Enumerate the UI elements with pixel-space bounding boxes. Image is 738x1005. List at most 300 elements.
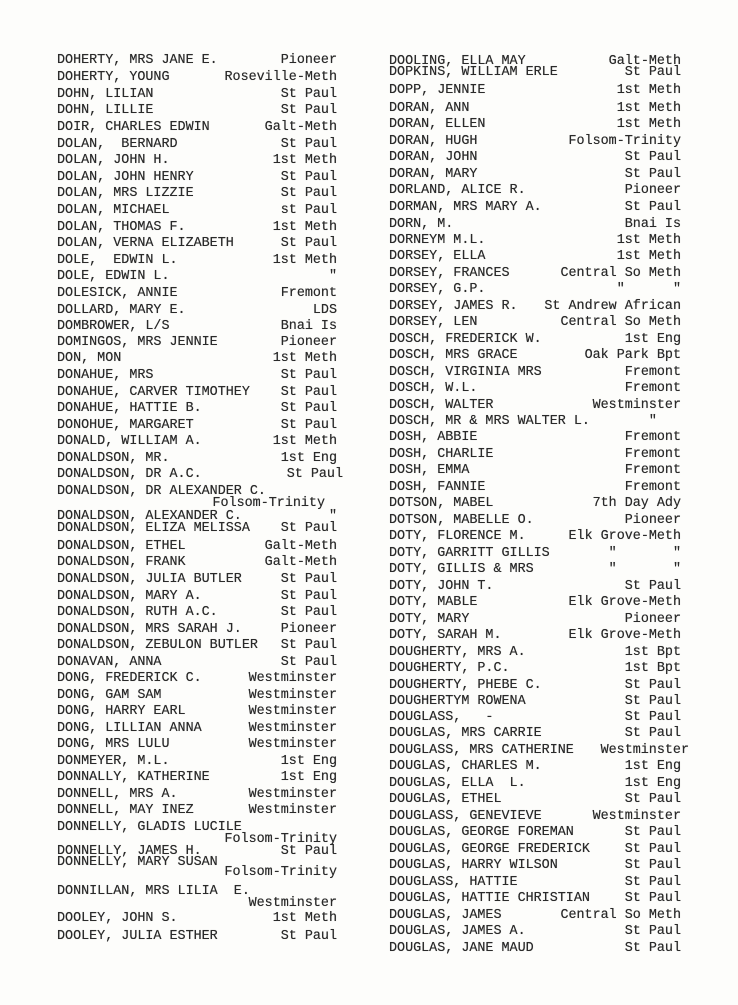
list-entry — [389, 150, 681, 166]
entry-name: DONG, MRS LULU — [57, 737, 170, 752]
entry-church: Fremont — [624, 447, 681, 462]
list-entry — [57, 572, 337, 588]
entry-church: st Paul — [280, 203, 337, 218]
entry-church: 1st Meth — [616, 83, 681, 98]
entry-name: DOUGLASS, GENEVIEVE — [389, 809, 542, 824]
entry-name: DOTY, FLORENCE M. — [389, 529, 526, 544]
list-entry — [57, 236, 337, 252]
entry-name: DONALDSON, MARY A. — [57, 589, 202, 604]
entry-church: Pioneer — [624, 513, 681, 528]
entry-name: DOPP, JENNIE — [389, 83, 486, 98]
entry-name: DORSEY, LEN — [389, 315, 478, 330]
entry-name: DONALDSON, JULIA BUTLER — [57, 572, 242, 587]
entry-church: St Paul — [624, 579, 681, 594]
entry-name: DONNELLY, GLADIS LUCILE — [57, 820, 242, 835]
entry-church: St Paul — [624, 858, 681, 873]
list-entry — [57, 70, 337, 86]
entry-church: Bnai Is — [624, 217, 681, 232]
entry-church: " — [328, 269, 337, 284]
entry-church: 1st Meth — [272, 911, 337, 926]
entry-name: DOOLEY, JOHN S. — [57, 911, 178, 926]
entry-church: St Paul — [624, 842, 681, 857]
entry-church: St Paul — [624, 825, 681, 840]
entry-church: 1st Eng — [280, 770, 337, 785]
entry-church: 1st Meth — [272, 153, 337, 168]
list-entry — [389, 200, 681, 216]
list-entry — [389, 875, 681, 891]
entry-name: DOUGLAS, JAMES — [389, 908, 502, 923]
entry-name: DOSH, FANNIE — [389, 480, 486, 495]
list-entry — [389, 266, 681, 282]
entry-church: Pioneer — [280, 622, 337, 637]
list-entry — [57, 622, 337, 638]
entry-church: Central So Meth — [560, 266, 681, 281]
list-entry — [389, 233, 681, 249]
list-entry — [57, 335, 337, 351]
list-entry — [389, 628, 681, 644]
entry-church: Westminster — [592, 809, 681, 824]
entry-name: DOTY, SARAH M. — [389, 628, 502, 643]
entry-name: DOTSON, MABEL — [389, 496, 494, 511]
entry-name: DONALDSON, MR. — [57, 451, 170, 466]
entry-church: St Paul — [280, 186, 337, 201]
entry-name: DONALDSON, DR A.C. — [57, 467, 202, 482]
entry-church: 1st Meth — [272, 434, 337, 449]
entry-name: DORAN, ELLEN — [389, 117, 486, 132]
list-entry — [389, 941, 681, 957]
list-entry — [57, 368, 337, 384]
list-entry — [57, 521, 337, 537]
list-entry — [57, 539, 337, 555]
list-entry — [389, 579, 681, 595]
list-entry — [57, 434, 337, 450]
entry-church: 1st Eng — [280, 451, 337, 466]
entry-name: DONALDSON, DR ALEXANDER C. — [57, 484, 266, 499]
list-entry — [57, 220, 337, 236]
list-entry — [389, 546, 681, 562]
entry-name: DOTY, JOHN T. — [389, 579, 494, 594]
entry-name: DORSEY, ELLA — [389, 249, 486, 264]
entry-church: 1st Meth — [272, 220, 337, 235]
entry-name: DORLAND, ALICE R. — [389, 183, 526, 198]
entry-name: DOTY, GILLIS & MRS — [389, 562, 534, 577]
list-entry — [57, 555, 337, 571]
list-entry — [57, 704, 337, 720]
entry-church: Galt-Meth — [608, 54, 681, 69]
list-entry — [389, 562, 681, 578]
list-entry — [57, 303, 337, 319]
entry-name: DOUGLAS, GEORGE FREDERICK — [389, 842, 590, 857]
entry-church: Central So Meth — [560, 908, 681, 923]
entry-name: DONNELL, MRS A. — [57, 787, 178, 802]
entry-name: DOHERTY, YOUNG — [57, 70, 170, 85]
entry-name: DOHERTY, MRS JANE E. — [57, 53, 218, 68]
entry-church: Oak Park Bpt — [584, 348, 681, 363]
entry-name: DOSCH, MRS GRACE — [389, 348, 518, 363]
entry-church: Westminster — [248, 688, 337, 703]
entry-church: St Paul — [280, 655, 337, 670]
entry-name: DONG, HARRY EARL — [57, 704, 186, 719]
list-entry — [389, 759, 681, 775]
entry-name: DORSEY, FRANCES — [389, 266, 510, 281]
entry-name: DOLAN, JOHN H. — [57, 153, 170, 168]
list-entry — [57, 351, 337, 367]
entry-church: St Paul — [280, 236, 337, 251]
entry-church: 1st Meth — [616, 249, 681, 264]
entry-church: Bnai Is — [280, 319, 337, 334]
entry-church: St Paul — [280, 589, 337, 604]
entry-church: Fremont — [624, 480, 681, 495]
entry-church: Galt-Meth — [264, 539, 337, 554]
list-entry — [389, 183, 681, 199]
list-entry — [389, 480, 681, 496]
list-entry — [57, 186, 337, 202]
list-entry — [57, 53, 337, 69]
entry-name: DOOLING, ELLA MAY — [389, 54, 526, 69]
list-entry — [389, 825, 681, 841]
list-entry — [57, 605, 337, 621]
list-entry — [57, 467, 343, 483]
entry-church: St Paul — [624, 792, 681, 807]
list-entry — [389, 414, 681, 430]
entry-church: St Paul — [280, 368, 337, 383]
entry-name: DOUGLAS, HARRY WILSON — [389, 858, 558, 873]
entry-church: " " — [608, 562, 681, 577]
list-entry — [389, 678, 681, 694]
entry-church: St Paul — [624, 150, 681, 165]
entry-church: St Paul — [624, 65, 681, 80]
list-entry — [57, 688, 337, 704]
entry-name: DOUGLAS, CHARLES M. — [389, 759, 542, 774]
list-entry — [389, 348, 681, 364]
entry-name: DOHN, LILIAN — [57, 87, 154, 102]
list-entry — [389, 430, 681, 446]
list-entry — [389, 249, 681, 265]
entry-church: Elk Grove-Meth — [568, 628, 681, 643]
entry-church: Pioneer — [624, 612, 681, 627]
entry-name: DONOHUE, MARGARET — [57, 418, 194, 433]
list-entry — [389, 694, 681, 710]
entry-church: St Paul — [280, 103, 337, 118]
entry-name: DOTSON, MABELLE O. — [389, 513, 534, 528]
list-entry — [57, 655, 337, 671]
list-entry — [389, 726, 681, 742]
list-entry — [389, 282, 681, 298]
entry-church: 1st Meth — [272, 253, 337, 268]
entry-church: St Paul — [624, 710, 681, 725]
entry-name: DOUGLASS, MRS CATHERINE — [389, 743, 574, 758]
entry-name: DONNALLY, KATHERINE — [57, 770, 210, 785]
list-entry — [389, 101, 681, 117]
entry-name: DONMEYER, M.L. — [57, 754, 170, 769]
entry-name: DOLLARD, MARY E. — [57, 303, 186, 318]
list-entry — [389, 891, 681, 907]
entry-church: Westminster — [248, 721, 337, 736]
entry-church: Westminster — [248, 737, 337, 752]
entry-name: DOTY, MARY — [389, 612, 470, 627]
entry-church: Pioneer — [624, 183, 681, 198]
entry-name: DORAN, ANN — [389, 101, 470, 116]
list-entry — [389, 842, 681, 858]
entry-name: DOUGLASS, - — [389, 710, 494, 725]
list-entry — [389, 315, 681, 331]
entry-church: Westminster — [592, 398, 681, 413]
entry-name: DOUGHERTYM ROWENA — [389, 694, 526, 709]
entry-church: St Paul — [624, 167, 681, 182]
entry-church: Fremont — [624, 430, 681, 445]
entry-church: Elk Grove-Meth — [568, 529, 681, 544]
entry-name: DOUGLAS, GEORGE FOREMAN — [389, 825, 574, 840]
entry-church: Westminster — [248, 671, 337, 686]
list-entry — [57, 319, 337, 335]
entry-church: St Paul — [280, 572, 337, 587]
entry-church: St Paul — [624, 694, 681, 709]
entry-name: DORSEY, JAMES R. — [389, 299, 518, 314]
list-entry — [389, 463, 681, 479]
list-entry — [57, 451, 337, 467]
entry-name: DOLESICK, ANNIE — [57, 286, 178, 301]
entry-church: " " — [616, 282, 681, 297]
list-entry — [389, 65, 681, 81]
list-entry — [389, 217, 681, 233]
entry-name: DONALDSON, RUTH A.C. — [57, 605, 218, 620]
entry-church: 1st Eng — [280, 754, 337, 769]
list-entry — [57, 269, 337, 285]
entry-name: DOUGHERTY, P.C. — [389, 661, 510, 676]
list-entry — [389, 513, 681, 529]
entry-name: DONNELLY, JAMES H. — [57, 844, 202, 859]
entry-church: Pioneer — [280, 53, 337, 68]
list-entry — [57, 103, 337, 119]
list-entry — [389, 924, 681, 940]
entry-church: St Paul — [624, 941, 681, 956]
list-entry — [389, 167, 681, 183]
entry-name: DOSH, ABBIE — [389, 430, 478, 445]
entry-name: DOLAN, THOMAS F. — [57, 220, 186, 235]
list-entry — [57, 87, 337, 103]
entry-church: St Paul — [280, 137, 337, 152]
list-entry — [57, 737, 337, 753]
list-entry — [389, 645, 681, 661]
entry-name: DOPKINS, WILLIAM ERLE — [389, 65, 558, 80]
entry-church: 1st Bpt — [624, 645, 681, 660]
entry-church: 1st Eng — [624, 776, 681, 791]
entry-name: DOSH, CHARLIE — [389, 447, 494, 462]
list-entry — [57, 253, 337, 269]
entry-church: St Paul — [624, 891, 681, 906]
list-entry — [389, 710, 681, 726]
list-entry — [57, 385, 337, 401]
entry-name: DORAN, MARY — [389, 167, 478, 182]
entry-name: DONALDSON, ZEBULON BUTLER — [57, 638, 258, 653]
list-entry — [57, 884, 337, 911]
entry-church: LDS — [312, 303, 337, 318]
entry-church: 1st Meth — [616, 101, 681, 116]
entry-church: Westminster — [248, 896, 337, 911]
entry-name: DONAHUE, MRS — [57, 368, 154, 383]
entry-name: DORAN, HUGH — [389, 134, 478, 149]
entry-name: DONG, LILLIAN ANNA — [57, 721, 202, 736]
entry-name: DONNILLAN, MRS LILIA E. — [57, 884, 250, 899]
entry-name: DOUGLAS, JAMES A. — [389, 924, 526, 939]
list-entry — [57, 418, 337, 434]
entry-name: DOLAN, MICHAEL — [57, 203, 170, 218]
list-entry — [389, 365, 681, 381]
list-entry — [389, 908, 681, 924]
list-entry — [57, 401, 337, 417]
entry-name: DOUGLASS, HATTIE — [389, 875, 518, 890]
entry-name: DONNELL, MAY INEZ — [57, 803, 194, 818]
entry-church: 1st Meth — [616, 117, 681, 132]
entry-name: DOLAN, JOHN HENRY — [57, 170, 194, 185]
entry-name: DOLAN, BERNARD — [57, 137, 178, 152]
entry-church: St Paul — [624, 678, 681, 693]
entry-name: DONG, FREDERICK C. — [57, 671, 202, 686]
entry-church: St Paul — [280, 844, 337, 859]
entry-church: St Paul — [280, 929, 337, 944]
list-entry — [389, 83, 681, 99]
list-entry — [57, 855, 337, 880]
entry-church: St Paul — [280, 87, 337, 102]
entry-church: Galt-Meth — [264, 120, 337, 135]
entry-name: DOSCH, MR & MRS WALTER L. — [389, 414, 590, 429]
entry-name: DONALDSON, FRANK — [57, 555, 186, 570]
list-entry — [389, 612, 681, 628]
entry-name: DOUGLAS, ETHEL — [389, 792, 502, 807]
entry-church: Fremont — [624, 463, 681, 478]
entry-church: St Paul — [286, 467, 343, 482]
entry-church: Westminster — [248, 803, 337, 818]
entry-church: Folsom-Trinity — [224, 832, 337, 847]
list-entry — [389, 299, 681, 315]
list-entry — [57, 484, 337, 511]
entry-name: DOUGHERTY, MRS A. — [389, 645, 526, 660]
entry-church: St Andrew African — [544, 299, 681, 314]
entry-church: St Paul — [624, 875, 681, 890]
list-entry — [57, 671, 337, 687]
entry-church: St Paul — [280, 385, 337, 400]
list-entry — [389, 595, 681, 611]
entry-name: DORMAN, MRS MARY A. — [389, 200, 542, 215]
entry-name: DOMINGOS, MRS JENNIE — [57, 335, 218, 350]
entry-name: DOUGLAS, JANE MAUD — [389, 941, 534, 956]
entry-name: DONALD, WILLIAM A. — [57, 434, 202, 449]
entry-church: St Paul — [624, 924, 681, 939]
entry-church: Fremont — [624, 381, 681, 396]
list-entry — [57, 153, 337, 169]
entry-name: DOOLEY, JULIA ESTHER — [57, 929, 218, 944]
entry-name: DOLAN, VERNA ELIZABETH — [57, 236, 234, 251]
entry-church: 7th Day Ady — [592, 496, 681, 511]
entry-name: DOUGLAS, ELLA L. — [389, 776, 526, 791]
entry-church: St Paul — [624, 726, 681, 741]
entry-name: DONAVAN, ANNA — [57, 655, 162, 670]
list-entry — [389, 332, 681, 348]
list-entry — [57, 929, 337, 945]
entry-church: Fremont — [280, 286, 337, 301]
list-entry — [57, 721, 337, 737]
list-entry — [57, 203, 337, 219]
entry-name: DONG, GAM SAM — [57, 688, 162, 703]
list-entry — [57, 787, 337, 803]
entry-name: DOLAN, MRS LIZZIE — [57, 186, 194, 201]
list-entry — [389, 117, 681, 133]
entry-name: DOSCH, WALTER — [389, 398, 494, 413]
list-entry — [57, 589, 337, 605]
entry-name: DOMBROWER, L/S — [57, 319, 170, 334]
entry-church: Westminster — [248, 787, 337, 802]
entry-name: DOUGLAS, HATTIE CHRISTIAN — [389, 891, 590, 906]
entry-name: DOSCH, VIRGINIA MRS — [389, 365, 542, 380]
list-entry — [57, 911, 337, 927]
entry-church: 1st Eng — [624, 759, 681, 774]
entry-name: DOSCH, W.L. — [389, 381, 478, 396]
list-entry — [389, 792, 681, 808]
entry-name: DONAHUE, CARVER TIMOTHEY — [57, 385, 250, 400]
list-entry — [57, 286, 337, 302]
entry-name: DOSCH, FREDERICK W. — [389, 332, 542, 347]
entry-name: DOIR, CHARLES EDWIN — [57, 120, 210, 135]
entry-name: DOUGHERTY, PHEBE C. — [389, 678, 542, 693]
list-entry — [389, 661, 681, 677]
list-entry — [57, 803, 337, 819]
entry-church: 1st Meth — [272, 351, 337, 366]
entry-church: Central So Meth — [560, 315, 681, 330]
entry-church: St Paul — [280, 638, 337, 653]
entry-church: St Paul — [280, 521, 337, 536]
entry-name: DONALDSON, ELIZA MELISSA — [57, 521, 250, 536]
entry-church: 1st Bpt — [624, 661, 681, 676]
list-entry — [389, 776, 681, 792]
entry-church: Pioneer — [280, 335, 337, 350]
entry-name: DORSEY, G.P. — [389, 282, 486, 297]
entry-church: " — [648, 414, 681, 429]
entry-name: DOTY, MABLE — [389, 595, 478, 610]
list-entry — [389, 398, 681, 414]
entry-name: DOUGLAS, MRS CARRIE — [389, 726, 542, 741]
entry-church: " " — [608, 546, 681, 561]
list-entry — [57, 820, 337, 847]
list-entry — [389, 858, 681, 874]
list-entry — [389, 134, 681, 150]
entry-name: DORAN, JOHN — [389, 150, 478, 165]
list-entry — [389, 809, 681, 825]
entry-church: 1st Eng — [624, 332, 681, 347]
entry-name: DOLE, EDWIN L. — [57, 269, 170, 284]
entry-church: St Paul — [624, 200, 681, 215]
entry-church: Folsom-Trinity — [224, 865, 337, 880]
entry-church: St Paul — [280, 605, 337, 620]
list-entry — [389, 447, 681, 463]
list-entry — [57, 638, 337, 654]
entry-church: Fremont — [624, 365, 681, 380]
entry-church: Galt-Meth — [264, 555, 337, 570]
entry-church: Folsom-Trinity — [568, 134, 681, 149]
entry-name: DONALDSON, ALEXANDER C. — [57, 509, 242, 524]
entry-church: Westminster — [600, 743, 689, 758]
entry-church: Westminster — [248, 704, 337, 719]
entry-name: DON, MON — [57, 351, 122, 366]
list-entry — [389, 496, 681, 512]
list-entry — [57, 754, 337, 770]
list-entry — [57, 170, 337, 186]
list-entry — [389, 381, 681, 397]
entry-church: St Paul — [280, 418, 337, 433]
entry-name: DONALDSON, ETHEL — [57, 539, 186, 554]
entry-church: Folsom-Trinity — [212, 496, 325, 511]
list-entry — [389, 743, 689, 759]
entry-church: St Paul — [280, 401, 337, 416]
